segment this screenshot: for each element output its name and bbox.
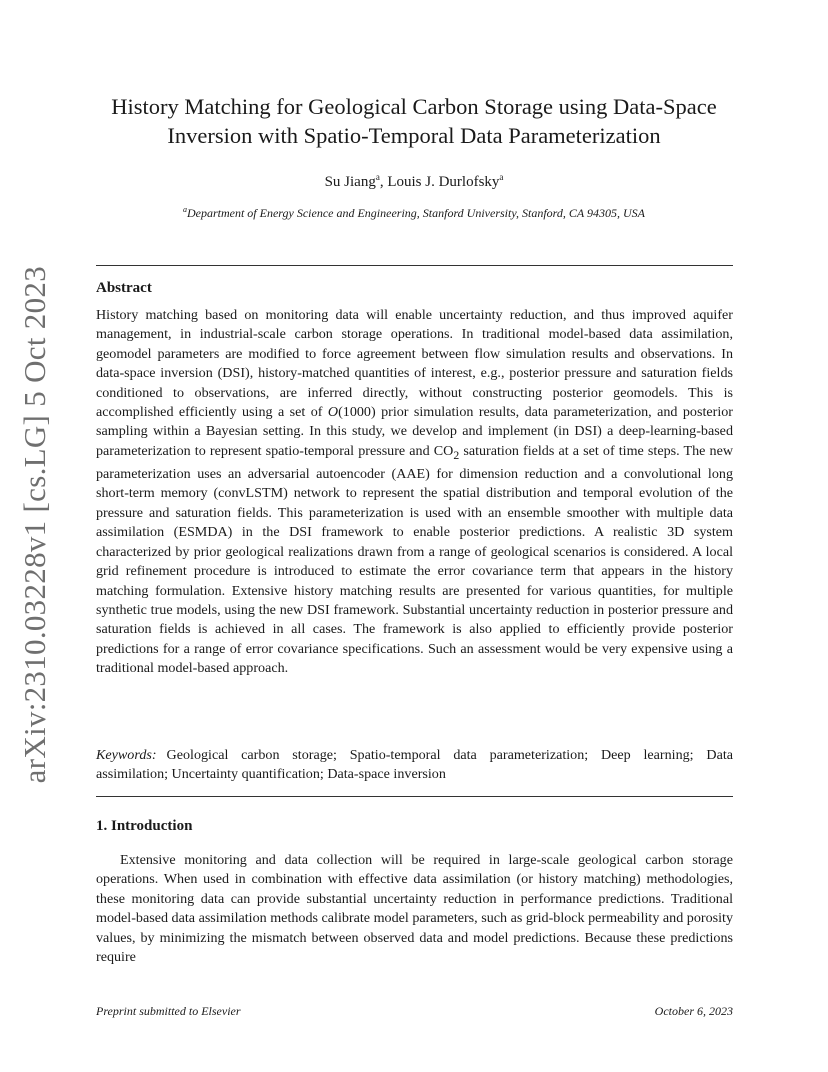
arxiv-sidebar xyxy=(12,266,58,784)
keywords xyxy=(96,746,733,785)
arxiv-identifier[interactable]: arXiv:2310.03228v1 [cs.LG] 5 Oct 2023 xyxy=(17,266,52,784)
divider-top xyxy=(96,265,733,266)
author-name: Su Jiang xyxy=(324,174,376,190)
abstract-text-part-3: saturation fields at a set of time steps. The new parameterization uses an adversarial autoencoder (AAE) for dimension reduction and a convolutional long short-term memory (convLSTM) network to represent the spatial distribution and temporal evolution of the pressure and saturation fields. This parameterization is used with an ensemble smoother with multiple data assimilation (ESMDA) in the DSI framework to enable posterior predictions. A realistic 3D system characterized by prior geological realizations drawn from a range of geological scenarios is considered. A local grid refinement procedure is introduced to estimate the error covariance term that appears in the history matching formulation. Extensive history matching results are presented for various quantities, for multiple synthetic true models, using the new DSI framework. Substantial uncertainty reduction in posterior pressure and saturation fields is achieved in all cases. The framework is also applied to efficiently provide posterior predictions for a range of error covariance specifications. Such an assessment would be very expensive using a traditional model-based approach. xyxy=(96,442,733,677)
abstract-text-part-2: prior simulation results, data parameterization, and posterior sampling within a Bayesian setting. In this study, we develop and implement (in DSI) a deep-learning-based parameterization to represent spatio-temporal pressure and CO xyxy=(96,404,733,459)
affiliation xyxy=(90,205,738,221)
divider-bottom xyxy=(96,796,733,797)
abstract-text xyxy=(96,306,733,679)
co2-subscript: 2 xyxy=(453,448,460,462)
keywords-label: Keywords: xyxy=(96,747,157,763)
paper-title: History Matching for Geological Carbon Storage using Data-Space Inversion with Spatio-Temporal Data Parameterization xyxy=(111,94,717,148)
author-name: Louis J. Durlofsky xyxy=(387,174,500,190)
author-separator: , xyxy=(379,174,388,190)
footer-preprint-note: Preprint submitted to Elsevier xyxy=(96,1004,241,1018)
author-affil-marker: a xyxy=(499,172,504,182)
affiliation-marker: a xyxy=(182,205,187,214)
author-list xyxy=(90,172,738,191)
section-heading-introduction: 1. Introduction xyxy=(96,818,193,834)
author-affil-marker: a xyxy=(375,172,380,182)
big-o-symbol: O xyxy=(327,404,339,421)
keywords-text: Geological carbon storage; Spatio-temporal data parameterization; Deep learning; Data assimilation; Uncertainty quantification; Data-space inversion xyxy=(96,747,733,783)
abstract-heading: Abstract xyxy=(96,280,152,296)
big-o-argument: (1000) xyxy=(338,404,376,421)
footer-date: October 6, 2023 xyxy=(654,1004,733,1018)
abstract-text-part-1: History matching based on monitoring data will enable uncertainty reduction, and thus improved aquifer management, in industrial-scale carbon storage operations. In traditional model-based data assimilation, geomodel parameters are modified to force agreement between flow simulation results and observations. In data-space inversion (DSI), history-matched quantities of interest, e.g., posterior pressure and saturation fields conditioned to observations, are inferred directly, without constructing posterior geomodels. This is accomplished efficiently using a set of xyxy=(96,307,733,421)
introduction-text: Extensive monitoring and data collection will be required in large-scale geological carbon storage operations. When used in combination with effective data assimilation (or history matching) methodologies, these monitoring data can provide substantial uncertainty reduction in performance predictions. Traditional model-based data assimilation methods calibrate model parameters, such as grid-block permeability and porosity values, by minimizing the mismatch between observed data and model predictions. Because these predictions require xyxy=(96,852,733,966)
affiliation-text: Department of Energy Science and Engineering, Stanford University, Stanford, CA 94305, USA xyxy=(186,206,646,220)
